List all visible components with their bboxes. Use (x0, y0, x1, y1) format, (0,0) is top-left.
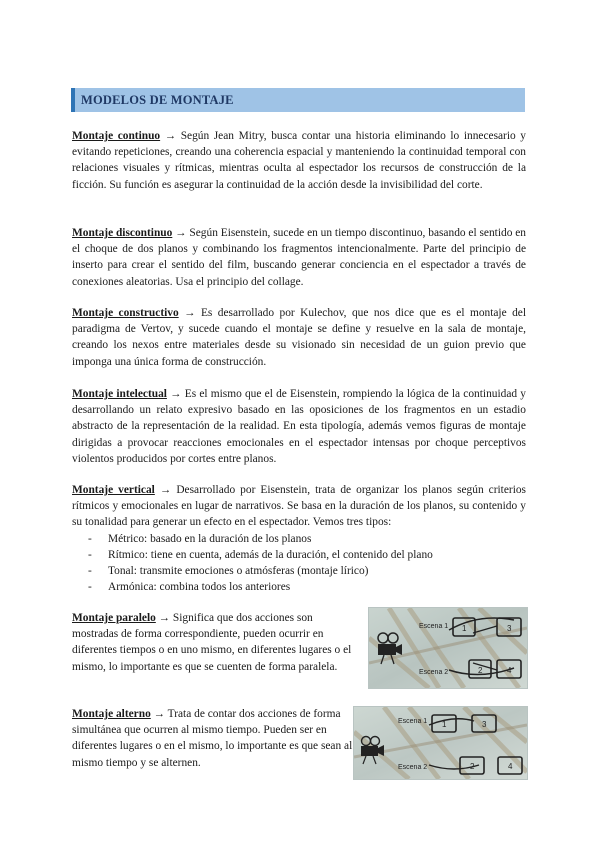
svg-text:2: 2 (478, 666, 483, 675)
paragraph-montaje-constructivo: Montaje constructivo → Es desarrollado por Kulechov, que nos dice que es el montaje del paradigma de Vertov, y sucede cuando el montaje se define y resuelve en la sala de montaje, creando los nexos entre materiales desde su visionado sin necesidad de un guion previo que imponga una única forma de construcción. (72, 307, 526, 368)
paragraph-montaje-alterno: Montaje alterno → Trata de contar dos acciones de forma simultánea que ocurren al mismo tiempo. Pueden ser en diferentes lugares o en el mismo, lo importante es que sean al mismo tiempo y se alternen. (72, 708, 353, 769)
definition: Significa que dos acciones son mostradas de forma correspondiente, pueden ocurrir en diferentes tiempos o en uno mismo, en diferentes lugares o el mismo, lo importante es que se cuenten de forma paralela. (72, 612, 352, 673)
section-header (71, 88, 525, 112)
term: Montaje alterno (72, 708, 151, 720)
paragraph-montaje-paralelo: Montaje paralelo → Significa que dos acciones son mostradas de forma correspondiente, pueden ocurrir en diferentes tiempos o en uno mismo, en diferentes lugares o el mismo, lo importante es que se cuenten de forma paralela. (72, 612, 352, 673)
paragraph-montaje-discontinuo: Montaje discontinuo → Según Eisenstein, sucede en un tiempo discontinuo, basando el sentido en el choque de dos planos y combinando los fragmentos intencionalmente. Parte del principio de inserto para crear el sentido del film, buscando generar conciencia en el espectador a través de conexiones aleatorias. Usa el principio del collage. (72, 227, 526, 288)
svg-text:1: 1 (462, 624, 467, 633)
paragraph-montaje-intelectual: Montaje intelectual → Es el mismo que el de Eisenstein, rompiendo la lógica de la continuidad y desarrollando un relato expresivo basado en las oposiciones de los fragmentos en un estadio abstracto de la representación de la realidad. En esta tipología, además vemos figuras de montaje dirigidas a provocar reacciones emocionales en el espectador intensas por choque perceptivos violentos producidos por cortes entre planos. (72, 388, 526, 465)
svg-text:3: 3 (507, 624, 512, 633)
term: Montaje intelectual (72, 388, 167, 400)
svg-text:4: 4 (507, 666, 512, 675)
term: Montaje paralelo (72, 612, 156, 624)
scene2-label: Escena 2 (419, 669, 449, 676)
figure-montaje-alterno (353, 706, 528, 780)
definition: Según Jean Mitry, busca contar una historia eliminando lo innecesario y evitando repeticiones, creando una coherencia espacial y manteniendo la continuidad temporal con relaciones visuales y rítmicas, mientras oculta al espectador los recursos de construcción de la ficción. Su función es asegurar la continuidad de la acción desde la invisibilidad del corte. (72, 130, 526, 191)
scene1-label: Escena 1 (398, 718, 428, 725)
term: Montaje continuo (72, 130, 161, 142)
term: Montaje discontinuo (72, 227, 173, 239)
paragraph-montaje-continuo: Montaje continuo → Según Jean Mitry, busca contar una historia eliminando lo innecesario y evitando repeticiones, creando una coherencia espacial y manteniendo la continuidad temporal con relaciones visuales y rítmicas, mientras oculta al espectador los recursos de construcción de la ficción. Su función es asegurar la continuidad de la acción desde la invisibilidad del corte. (72, 130, 526, 191)
definition: Es desarrollado por Kulechov, que nos dice que es el montaje del paradigma de Vertov, y sucede cuando el montaje se define y resuelve en la sala de montaje, creando los nexos entre materiales desde su visionado sin necesidad de un guion previo que imponga una única forma de construcción. (72, 307, 526, 368)
figure-montaje-paralelo (368, 607, 528, 689)
vertical-types-list (72, 531, 526, 596)
term: Montaje vertical (72, 484, 155, 496)
term: Montaje constructivo (72, 307, 179, 319)
definition: Trata de contar dos acciones de forma simultánea que ocurren al mismo tiempo. Pueden ser en diferentes lugares o en el mismo, lo importante es que sean al mismo tiempo y se alternen. (72, 708, 353, 769)
list-item: - Armónica: combina todos los anteriores (72, 579, 526, 595)
list-item: - Tonal: transmite emociones o atmósferas (montaje lírico) (72, 563, 526, 579)
paragraph-montaje-vertical: Montaje vertical → Desarrollado por Eisenstein, trata de organizar los planos según criterios rítmicos y emocionales en lugar de narrativos. Se basa en la duración de los planos, su contenido y su tonalidad para generar un efecto en el espectador. Vemos tres tipos: - Métrico: basado en la duración de los planos - Rítmico: tiene en cuenta, además de la duración, el contenido del plano - Tonal: transmite emociones o atmósferas (montaje lírico) - Armónica: combina todos los anteriores (72, 482, 526, 595)
definition: Desarrollado por Eisenstein, trata de organizar los planos según criterios rítmicos y emocionales en lugar de narrativos. Se basa en la duración de los planos, su contenido y su tonalidad para generar un efecto en el espectador. Vemos tres tipos: (72, 484, 526, 529)
definition: Según Eisenstein, sucede en un tiempo discontinuo, basando el sentido en el choque de dos planos y combinando los fragmentos intencionalmente. Parte del principio de inserto para crear el sentido del film, buscando generar conciencia en el espectador a través de conexiones aleatorias. Usa el principio del collage. (72, 227, 526, 288)
section-title: MODELOS DE MONTAJE (81, 92, 234, 107)
scene2-label: Escena 2 (398, 764, 428, 771)
svg-text:3: 3 (482, 720, 487, 729)
svg-text:2: 2 (470, 762, 475, 771)
scene1-label: Escena 1 (419, 623, 449, 630)
definition: Es el mismo que el de Eisenstein, rompiendo la lógica de la continuidad y desarrollando un relato expresivo basado en las oposiciones de los fragmentos en un estadio abstracto de la representación de la realidad. En esta tipología, además vemos figuras de montaje dirigidas a provocar reacciones emocionales en el espectador intensas por choque perceptivos violentos producidos por cortes entre planos. (72, 388, 526, 465)
list-item: - Rítmico: tiene en cuenta, además de la duración, el contenido del plano (72, 547, 526, 563)
list-item: - Métrico: basado en la duración de los planos (72, 531, 526, 547)
svg-text:1: 1 (442, 720, 447, 729)
svg-text:4: 4 (508, 762, 513, 771)
